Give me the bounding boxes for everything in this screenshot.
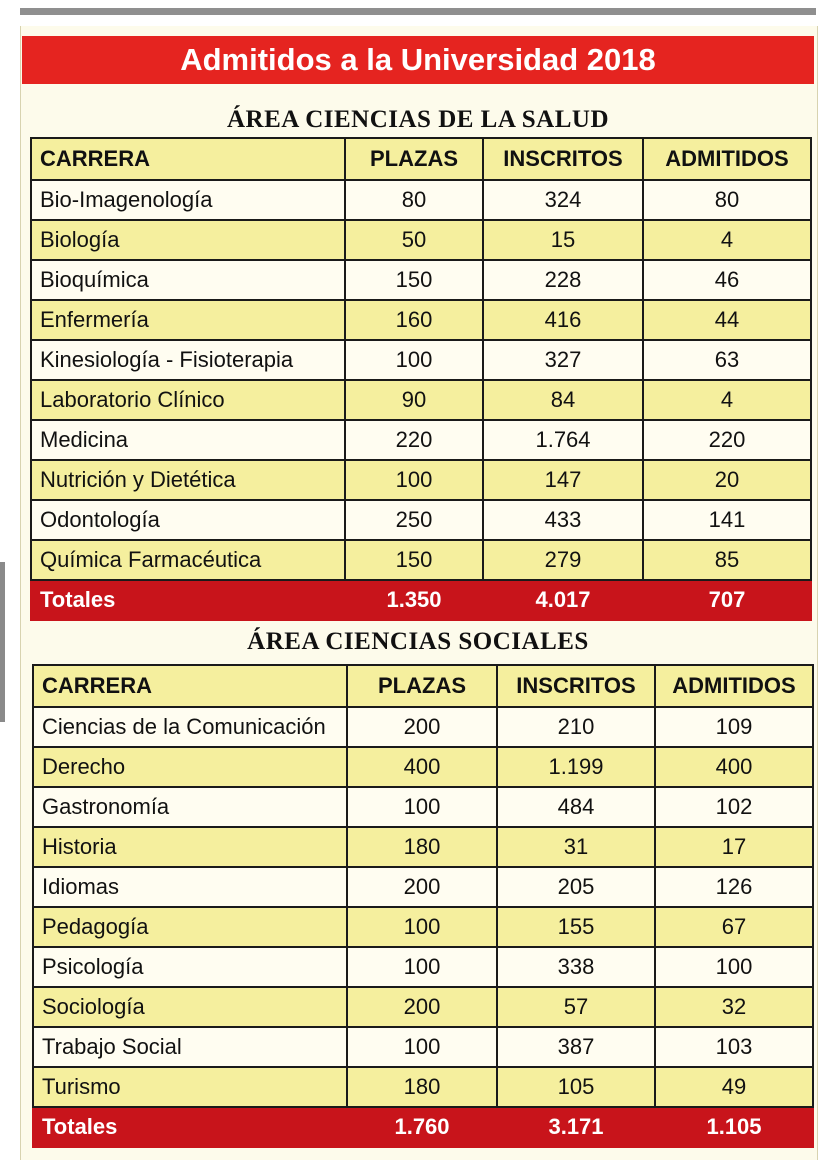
total-admitidos: 707: [643, 580, 811, 620]
column-header-plazas: PLAZAS: [345, 138, 483, 180]
cell-admitidos: 4: [643, 380, 811, 420]
cell-plazas: 250: [345, 500, 483, 540]
cell-inscritos: 338: [497, 947, 655, 987]
cell-inscritos: 416: [483, 300, 643, 340]
total-plazas: 1.760: [347, 1107, 497, 1147]
section-title-salud: ÁREA CIENCIAS DE LA SALUD: [226, 106, 610, 133]
cell-inscritos: 84: [483, 380, 643, 420]
cell-plazas: 80: [345, 180, 483, 220]
table-row: [33, 907, 813, 947]
cell-inscritos: 105: [497, 1067, 655, 1107]
cell-carrera: Enfermería: [31, 300, 345, 340]
cell-carrera: Laboratorio Clínico: [31, 380, 345, 420]
cell-carrera: Nutrición y Dietética: [31, 460, 345, 500]
cell-admitidos: 20: [643, 460, 811, 500]
cell-inscritos: 147: [483, 460, 643, 500]
table-row: [33, 987, 813, 1027]
column-header-admitidos: ADMITIDOS: [643, 138, 811, 180]
table-row: [33, 867, 813, 907]
column-header-inscritos: INSCRITOS: [483, 138, 643, 180]
table-ciencias-salud: [30, 137, 812, 621]
table-header-row: [31, 138, 811, 180]
cell-inscritos: 387: [497, 1027, 655, 1067]
cell-plazas: 50: [345, 220, 483, 260]
cell-inscritos: 210: [497, 707, 655, 747]
cell-admitidos: 103: [655, 1027, 813, 1067]
cell-carrera: Gastronomía: [33, 787, 347, 827]
section-title-sociales: ÁREA CIENCIAS SOCIALES: [247, 628, 589, 655]
totals-label: Totales: [33, 1107, 347, 1147]
cell-inscritos: 57: [497, 987, 655, 1027]
cell-plazas: 180: [347, 827, 497, 867]
table-row: [31, 460, 811, 500]
top-rule: [20, 8, 816, 15]
cell-inscritos: 15: [483, 220, 643, 260]
cell-inscritos: 31: [497, 827, 655, 867]
total-inscritos: 4.017: [483, 580, 643, 620]
cell-inscritos: 484: [497, 787, 655, 827]
cell-plazas: 160: [345, 300, 483, 340]
cell-inscritos: 228: [483, 260, 643, 300]
cell-plazas: 100: [347, 1027, 497, 1067]
table-header-row: [33, 665, 813, 707]
cell-plazas: 220: [345, 420, 483, 460]
cell-admitidos: 32: [655, 987, 813, 1027]
table-row: [31, 180, 811, 220]
cell-admitidos: 67: [655, 907, 813, 947]
table-body-salud: [31, 180, 811, 620]
cell-admitidos: 4: [643, 220, 811, 260]
cell-plazas: 100: [345, 460, 483, 500]
column-header-admitidos: ADMITIDOS: [655, 665, 813, 707]
table-row: [31, 260, 811, 300]
cell-carrera: Derecho: [33, 747, 347, 787]
cell-plazas: 200: [347, 867, 497, 907]
cell-plazas: 100: [345, 340, 483, 380]
total-admitidos: 1.105: [655, 1107, 813, 1147]
cell-plazas: 200: [347, 707, 497, 747]
cell-inscritos: 327: [483, 340, 643, 380]
cell-admitidos: 63: [643, 340, 811, 380]
column-header-inscritos: INSCRITOS: [497, 665, 655, 707]
table-row: [33, 707, 813, 747]
cell-admitidos: 46: [643, 260, 811, 300]
cell-carrera: Pedagogía: [33, 907, 347, 947]
table-row: [33, 827, 813, 867]
cell-inscritos: 155: [497, 907, 655, 947]
totals-label: Totales: [31, 580, 345, 620]
cell-inscritos: 433: [483, 500, 643, 540]
cell-admitidos: 100: [655, 947, 813, 987]
cell-carrera: Odontología: [31, 500, 345, 540]
cell-inscritos: 205: [497, 867, 655, 907]
cell-inscritos: 1.764: [483, 420, 643, 460]
table-row: [31, 540, 811, 580]
cell-plazas: 180: [347, 1067, 497, 1107]
cell-carrera: Ciencias de la Comunicación: [33, 707, 347, 747]
cell-plazas: 200: [347, 987, 497, 1027]
cell-carrera: Turismo: [33, 1067, 347, 1107]
cell-admitidos: 109: [655, 707, 813, 747]
cell-carrera: Química Farmacéutica: [31, 540, 345, 580]
cell-admitidos: 400: [655, 747, 813, 787]
cell-carrera: Bioquímica: [31, 260, 345, 300]
cell-carrera: Idiomas: [33, 867, 347, 907]
table-row: [33, 787, 813, 827]
cell-admitidos: 220: [643, 420, 811, 460]
cell-inscritos: 1.199: [497, 747, 655, 787]
total-inscritos: 3.171: [497, 1107, 655, 1147]
table-ciencias-sociales: [32, 664, 814, 1148]
cell-admitidos: 44: [643, 300, 811, 340]
table-row: [31, 220, 811, 260]
cell-plazas: 100: [347, 787, 497, 827]
cell-carrera: Psicología: [33, 947, 347, 987]
cell-carrera: Historia: [33, 827, 347, 867]
cell-admitidos: 141: [643, 500, 811, 540]
table-row: [33, 1067, 813, 1107]
page-title: Admitidos a la Universidad 2018: [22, 36, 814, 84]
table-row: [31, 420, 811, 460]
column-header-carrera: CARRERA: [33, 665, 347, 707]
column-header-plazas: PLAZAS: [347, 665, 497, 707]
cell-admitidos: 80: [643, 180, 811, 220]
totals-row: [33, 1107, 813, 1147]
totals-row: [31, 580, 811, 620]
cell-carrera: Trabajo Social: [33, 1027, 347, 1067]
table-row: [33, 747, 813, 787]
cell-plazas: 400: [347, 747, 497, 787]
cell-admitidos: 49: [655, 1067, 813, 1107]
total-plazas: 1.350: [345, 580, 483, 620]
cell-plazas: 90: [345, 380, 483, 420]
cell-carrera: Kinesiología - Fisioterapia: [31, 340, 345, 380]
cell-carrera: Bio-Imagenología: [31, 180, 345, 220]
cell-inscritos: 279: [483, 540, 643, 580]
cell-plazas: 100: [347, 947, 497, 987]
cell-plazas: 100: [347, 907, 497, 947]
cell-admitidos: 17: [655, 827, 813, 867]
cell-admitidos: 102: [655, 787, 813, 827]
cell-plazas: 150: [345, 260, 483, 300]
cell-admitidos: 126: [655, 867, 813, 907]
cell-plazas: 150: [345, 540, 483, 580]
cell-inscritos: 324: [483, 180, 643, 220]
table-row: [31, 300, 811, 340]
table-body-sociales: [33, 707, 813, 1147]
column-header-carrera: CARRERA: [31, 138, 345, 180]
cell-admitidos: 85: [643, 540, 811, 580]
table-row: [33, 1027, 813, 1067]
table-row: [31, 500, 811, 540]
cell-carrera: Sociología: [33, 987, 347, 1027]
table-row: [31, 340, 811, 380]
table-row: [33, 947, 813, 987]
table-row: [31, 380, 811, 420]
cell-carrera: Medicina: [31, 420, 345, 460]
page-edge-mark: [0, 562, 5, 722]
cell-carrera: Biología: [31, 220, 345, 260]
